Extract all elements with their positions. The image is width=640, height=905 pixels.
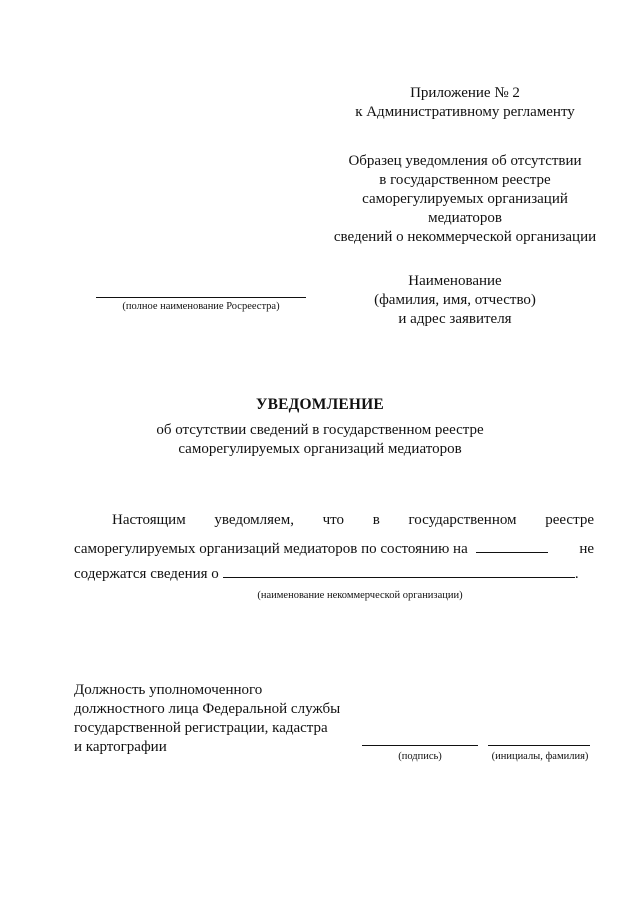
applicant-block	[330, 272, 580, 329]
body-word: Настоящим	[112, 512, 186, 528]
body-text: содержатся сведения о	[74, 566, 219, 582]
body-word: что	[322, 512, 345, 528]
body-text: .	[574, 566, 579, 582]
notice-subtitle	[0, 421, 640, 459]
rosreestr-name-caption: (полное наименование Росреестра)	[122, 301, 280, 312]
appendix-number: Приложение № 2	[410, 85, 520, 101]
organization-name-field	[223, 563, 575, 578]
official-position-line: и картографии	[74, 739, 167, 755]
organization-name-caption: (наименование некоммерческой организации)	[257, 590, 463, 601]
sample-title-line: сведений о некоммерческой организации	[333, 229, 597, 245]
signature-caption: (подпись)	[398, 751, 442, 762]
body-word: государственном	[408, 512, 517, 528]
sample-title-line: саморегулируемых организаций	[362, 191, 568, 207]
notice-subtitle-line: саморегулируемых организаций медиаторов	[178, 441, 462, 457]
official-position-line: государственной регистрации, кадастра	[74, 720, 328, 736]
official-position-line: Должность уполномоченного	[74, 682, 263, 698]
body-word: реестре	[545, 512, 594, 528]
notice-title: УВЕДОМЛЕНИЕ	[256, 396, 384, 413]
date-field	[476, 538, 548, 553]
signature-field	[362, 745, 478, 746]
appendix-header	[300, 84, 630, 122]
sample-title-line: в государственном реестре	[379, 172, 551, 188]
body-word: уведомляем,	[214, 512, 294, 528]
sample-title-line: медиаторов	[428, 210, 502, 226]
body-text: не	[579, 541, 594, 557]
body-text: саморегулируемых организаций медиаторов по состоянию на	[74, 541, 468, 557]
applicant-line: Наименование	[408, 273, 502, 289]
applicant-line: и адрес заявителя	[398, 311, 512, 327]
initials-caption: (инициалы, фамилия)	[491, 751, 589, 762]
rosreestr-name-field	[96, 297, 306, 298]
body-line	[74, 511, 594, 530]
official-position	[74, 681, 374, 757]
appendix-reference: к Административному регламенту	[355, 104, 575, 120]
body-line	[74, 563, 594, 584]
sample-title-line: Образец уведомления об отсутствии	[348, 153, 582, 169]
official-position-line: должностного лица Федеральной службы	[74, 701, 341, 717]
notice-subtitle-line: об отсутствии сведений в государственном реестре	[156, 422, 484, 438]
sample-title	[300, 152, 630, 247]
body-word: в	[372, 512, 380, 528]
body-line	[74, 538, 594, 559]
applicant-line: (фамилия, имя, отчество)	[374, 292, 536, 308]
initials-field	[488, 745, 590, 746]
